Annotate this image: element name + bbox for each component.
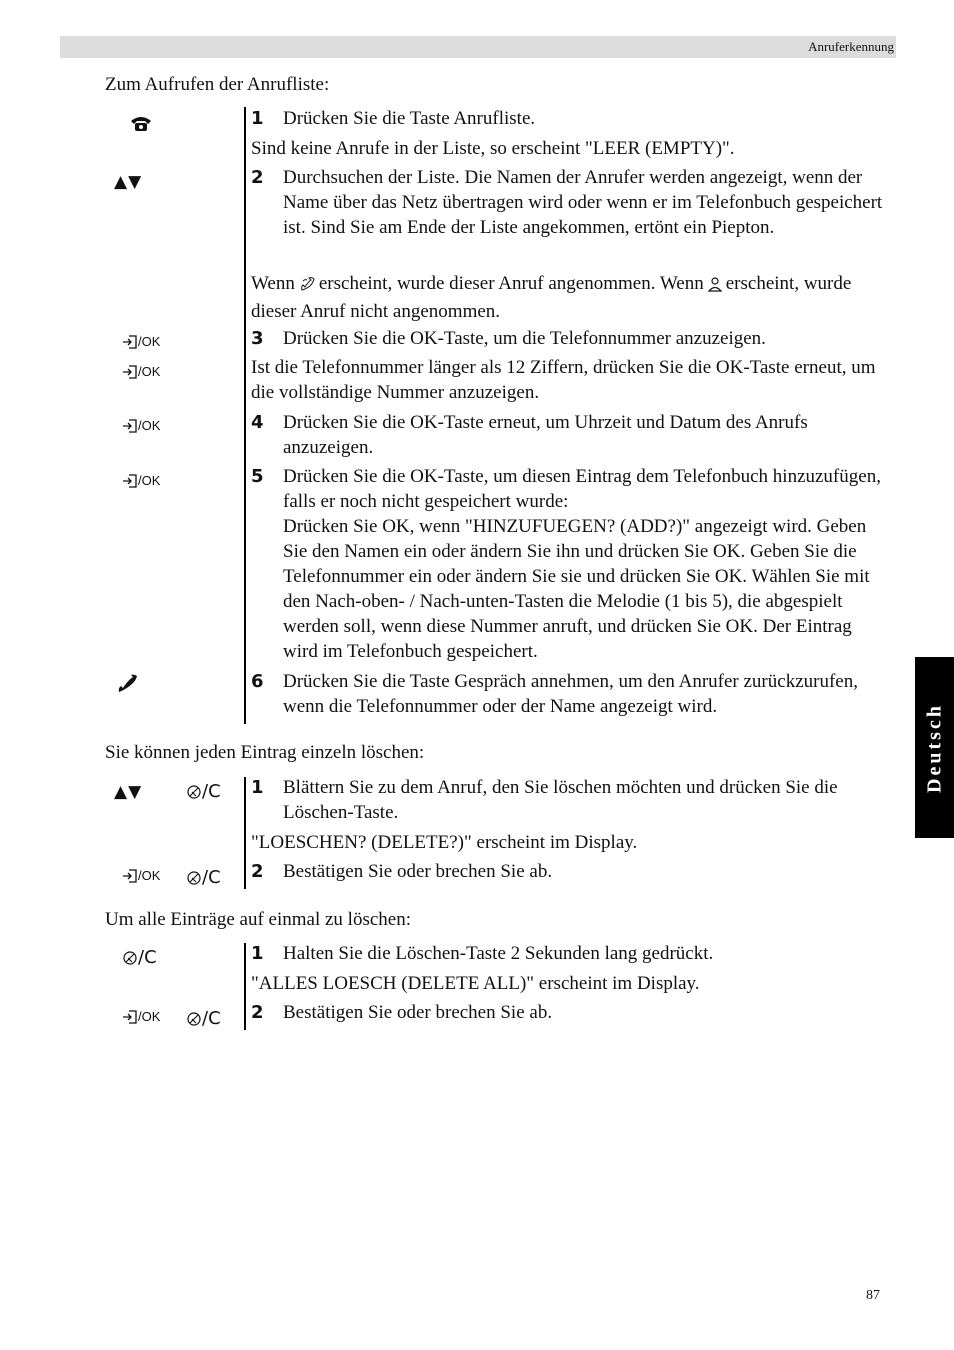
section1-step-3 (251, 326, 891, 351)
header-bar (60, 36, 896, 58)
delete-key-icon (186, 782, 221, 802)
delete-key-icon (186, 1009, 221, 1029)
section1-step-1 (251, 106, 891, 131)
answered-call-icon (299, 274, 315, 299)
up-down-arrows-icon: ▲▼ (114, 782, 143, 802)
section2-divider (244, 777, 246, 889)
section1-step-6 (251, 669, 891, 719)
section3-divider (244, 943, 246, 1030)
ok-key-label: /OK (138, 473, 161, 488)
call-answer-icon (116, 674, 138, 694)
ok-key-icon (122, 1009, 160, 1025)
section1-step-2 (251, 165, 891, 240)
call-list-icon (129, 115, 153, 133)
step-text: Bestätigen Sie oder brechen Sie ab. (283, 861, 553, 882)
note-answered: erscheint, wurde dieser Anruf angenommen. Wenn (318, 273, 704, 294)
section1-step-5 (251, 464, 891, 664)
ok-key-icon (122, 473, 160, 489)
step-number: 1 (251, 108, 264, 129)
ok-key-icon (122, 334, 160, 350)
step-number: 1 (251, 943, 264, 964)
page-number: 87 (866, 1288, 880, 1303)
section1-step-4 (251, 410, 891, 460)
note-delete-all: "ALLES LOESCH (DELETE ALL)" erscheint im Display. (251, 973, 700, 994)
note-empty: Sind keine Anrufe in der Liste, so erscheint "LEER (EMPTY)". (251, 138, 735, 159)
note-missed: erscheint, wurde dieser Anruf nicht angenommen. (251, 273, 852, 322)
ok-key-label: /OK (138, 364, 161, 379)
section3-step-2 (251, 1000, 891, 1025)
ok-key-label: /OK (138, 418, 161, 433)
step-text: Bestätigen Sie oder brechen Sie ab. (283, 1002, 553, 1023)
ok-key-label: /OK (138, 868, 161, 883)
step-text: Durchsuchen der Liste. Die Namen der Anrufer werden angezeigt, wenn der Name über das Netz übertragen wird oder wenn er im Telefonbuch gespeichert ist. Sind Sie am Ende der Liste angekommen, ertönt ein Piepton. (283, 167, 883, 238)
up-down-arrows-icon: ▲▼ (114, 172, 143, 192)
step-number: 2 (251, 861, 264, 882)
section1-intro: Zum Aufrufen der Anrufliste: (105, 74, 330, 95)
note-wenn: Wenn (251, 273, 295, 294)
delete-key-label: /C (202, 781, 221, 802)
step-text: Blättern Sie zu dem Anruf, den Sie löschen möchten und drücken Sie die Löschen-Taste. (283, 777, 838, 823)
ok-key-icon (122, 868, 160, 884)
section3-step-1 (251, 941, 891, 966)
ok-key-label: /OK (138, 1009, 161, 1024)
step-number: 1 (251, 777, 264, 798)
delete-key-icon (186, 868, 221, 888)
step-number: 5 (251, 466, 264, 487)
step-number: 4 (251, 412, 264, 433)
note-call-status (251, 271, 891, 324)
step-text: Drücken Sie die OK-Taste, um diesen Eintrag dem Telefonbuch hinzuzufügen, falls er noch nicht gespeichert wurde: (283, 466, 881, 512)
delete-key-label: /C (202, 1008, 221, 1029)
step-number: 3 (251, 328, 264, 349)
ok-key-icon (122, 418, 160, 434)
note-delete: "LOESCHEN? (DELETE?)" erscheint im Display. (251, 832, 638, 853)
step-number: 2 (251, 1002, 264, 1023)
step-text: Drücken Sie die OK-Taste erneut, um Uhrzeit und Datum des Anrufs anzuzeigen. (283, 412, 808, 458)
language-tab-label: Deutsch (923, 702, 945, 793)
step-text: Drücken Sie die OK-Taste, um die Telefonnummer anzuzeigen. (283, 328, 766, 349)
note-long-number: Ist die Telefonnummer länger als 12 Ziffern, drücken Sie die OK-Taste erneut, um die vollständige Nummer anzuzeigen. (251, 357, 876, 403)
header-title: Anruferkennung (808, 39, 894, 54)
ok-key-icon (122, 364, 160, 380)
step-number: 2 (251, 167, 264, 188)
delete-key-icon (122, 948, 157, 968)
section3-intro: Um alle Einträge auf einmal zu löschen: (105, 909, 411, 930)
missed-call-icon (708, 274, 722, 299)
section1-divider (244, 107, 246, 724)
ok-key-label: /OK (138, 334, 161, 349)
section2-step-2 (251, 859, 891, 884)
language-tab (915, 657, 954, 838)
step-text: Drücken Sie die Taste Anrufliste. (283, 108, 536, 129)
section2-step-1 (251, 775, 891, 825)
section2-intro: Sie können jeden Eintrag einzeln löschen: (105, 742, 425, 763)
step-extra-text: Drücken Sie OK, wenn "HINZUFUEGEN? (ADD?)" angezeigt wird. Geben Sie den Namen ein oder ändern Sie ihn und drücken Sie OK. Geben Sie die Telefonnummer ein oder ändern Sie sie und drücken Sie OK. Wählen Sie mit den Nach-oben- / Nach-unten-Tasten die Melodie (1 bis 5), die abgespielt werden soll, wenn diese Nummer anruft, und drücken Sie OK. Der Eintrag wird im Telefonbuch gespeichert. (283, 516, 870, 662)
step-text: Halten Sie die Löschen-Taste 2 Sekunden lang gedrückt. (283, 943, 714, 964)
delete-key-label: /C (138, 947, 157, 968)
step-text: Drücken Sie die Taste Gespräch annehmen, um den Anrufer zurückzurufen, wenn die Telefonnummer oder der Name angezeigt wird. (283, 671, 858, 717)
delete-key-label: /C (202, 867, 221, 888)
step-number: 6 (251, 671, 264, 692)
